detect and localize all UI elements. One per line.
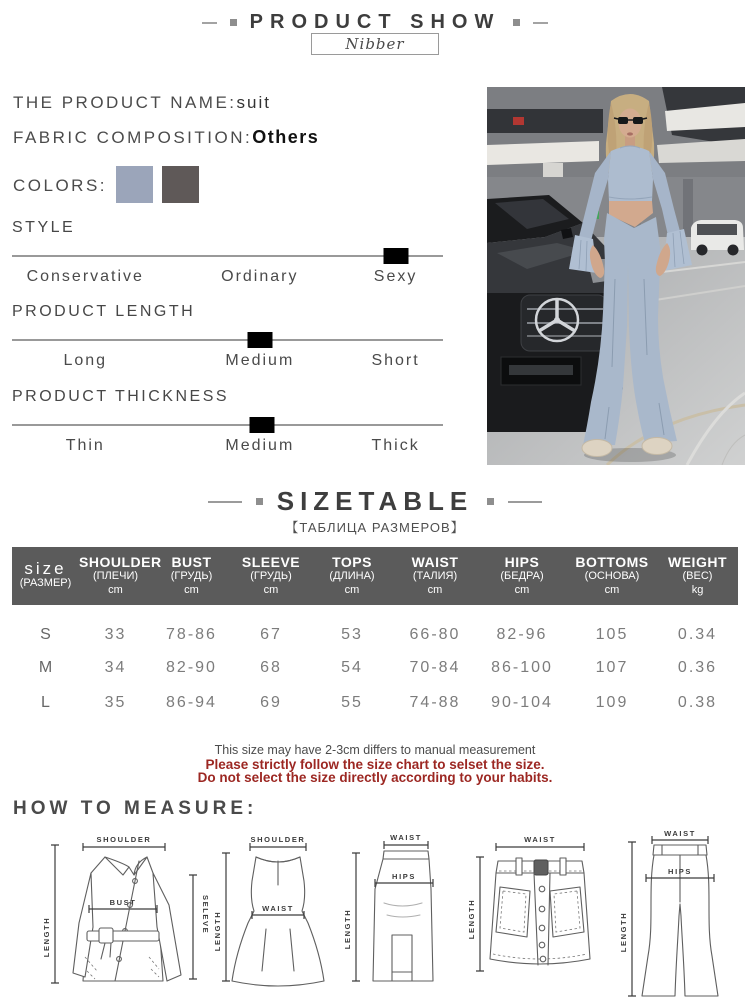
figure-label: LENGTH <box>343 908 352 950</box>
figure-label: SELEVE <box>201 895 210 935</box>
measurement-note: This size may have 2-3cm differs to manual measurement <box>214 743 536 757</box>
decor-dash <box>508 501 542 503</box>
scale-label: Conservative <box>26 268 144 285</box>
size-chart-warning-1: Please strictly follow the size chart to selset the size. <box>205 757 545 772</box>
scale-label: Medium <box>225 437 295 454</box>
figure-label: WAIST <box>390 833 422 842</box>
left-shoe <box>582 440 612 457</box>
dark-duct <box>487 109 603 133</box>
scale-label: Long <box>63 352 108 369</box>
figure-label: WAIST <box>262 904 294 913</box>
figure-label: HIPS <box>668 867 692 876</box>
scale-title: PRODUCT THICKNESS <box>12 388 230 405</box>
scale-thickness <box>12 388 443 455</box>
red-sign <box>513 117 524 125</box>
col-header-hips: HIPS (БЕДРА) cm <box>500 554 544 596</box>
measure-figure-pants <box>618 828 740 1000</box>
decor-square <box>487 498 494 505</box>
scale-label: Thin <box>65 437 105 454</box>
scale-title: STYLE <box>12 219 76 236</box>
decor-dash <box>533 22 548 24</box>
scale-style <box>12 219 443 286</box>
white-pipe <box>487 141 599 165</box>
size-table-head <box>12 547 738 605</box>
col-header-sleeve: SLEEVE (ГРУДЬ) cm <box>241 554 301 596</box>
decor-dash <box>202 22 217 24</box>
fabric-line <box>13 127 319 148</box>
figure-label: BUST <box>109 898 137 907</box>
fabric-label: FABRIC COMPOSITION: <box>13 128 253 147</box>
scale-line <box>12 339 443 341</box>
col-header-weight: WEIGHT (ВЕС) kg <box>668 554 727 596</box>
scale-label: Thick <box>371 437 420 454</box>
table-row-l: L 35 86-94 69 55 74-88 90-104 109 0.38 <box>41 693 718 711</box>
scale-title: PRODUCT LENGTH <box>12 303 196 320</box>
figure-label: WAIST <box>664 829 696 838</box>
decor-square <box>513 19 520 26</box>
decor-square <box>256 498 263 505</box>
figure-label: WAIST <box>524 835 556 844</box>
product-name-value: suit <box>236 93 272 112</box>
color-swatch-blue <box>116 166 153 203</box>
col-header-waist: WAIST (ТАЛИЯ) cm <box>411 554 459 596</box>
measure-figure-dress <box>212 831 340 999</box>
figure-label: LENGTH <box>42 916 51 958</box>
product-name-line <box>13 93 271 113</box>
measure-figure-long-skirt <box>342 831 464 999</box>
figure-label: LENGTH <box>467 898 476 940</box>
figure-label: LENGTH <box>619 911 628 953</box>
model-photo <box>487 87 745 465</box>
col-header-bottoms: BOTTOMS (ОСНОВА) cm <box>575 554 649 596</box>
scale-marker <box>247 332 272 348</box>
size-table-body <box>12 618 738 719</box>
col-header-shoulder: SHOULDER (ПЛЕЧИ) cm <box>79 554 162 596</box>
col-header-bust: BUST (ГРУДЬ) cm <box>170 554 213 596</box>
scale-label: Short <box>371 352 420 369</box>
size-table <box>12 547 738 719</box>
color-swatch-gray <box>162 166 199 203</box>
scale-marker <box>249 417 274 433</box>
measure-figure-jacket <box>33 831 211 999</box>
brand-name: Nibber <box>345 35 405 53</box>
scale-label: Medium <box>225 352 295 369</box>
page-header <box>0 11 750 34</box>
table-row-m: M 34 82-90 68 54 70-84 86-100 107 0.36 <box>38 658 718 676</box>
decor-dash <box>208 501 242 503</box>
measure-figure-short-skirt <box>466 831 608 999</box>
sizetable-title: SIZETABLE <box>276 486 474 516</box>
right-shoe <box>642 438 672 455</box>
colors-row <box>13 166 199 203</box>
size-chart-warning-2: Do not select the size directly according to your habits. <box>197 770 553 785</box>
figure-label: SHOULDER <box>250 835 306 844</box>
figure-label: HIPS <box>392 872 416 881</box>
side-mirror <box>561 228 573 239</box>
col-header-size: size (РАЗМЕР) <box>19 559 72 589</box>
scale-line <box>12 424 443 426</box>
brand-box <box>311 33 439 55</box>
page-title: PRODUCT SHOW <box>249 11 501 33</box>
how-to-measure-title: HOW TO MEASURE: <box>13 798 258 819</box>
scale-line <box>12 255 443 257</box>
scale-length <box>12 303 443 370</box>
table-row-s: S 33 78-86 67 53 66-80 82-96 105 0.34 <box>40 625 718 643</box>
figure-label: SHOULDER <box>96 835 152 844</box>
scale-marker <box>383 248 408 264</box>
product-name-label: THE PRODUCT NAME: <box>13 93 237 112</box>
sizetable-header <box>0 486 750 517</box>
decor-square <box>230 19 237 26</box>
figure-label: LENGTH <box>213 910 222 952</box>
col-header-tops: TOPS (ДЛИНА) cm <box>329 554 375 596</box>
scale-label: Sexy <box>373 268 418 285</box>
colors-label: COLORS: <box>13 176 108 195</box>
model-photo-scene <box>487 87 745 465</box>
fabric-value: Others <box>252 127 320 147</box>
crop-top <box>608 147 653 202</box>
scale-label: Ordinary <box>221 268 299 285</box>
sizetable-subtitle: 【ТАБЛИЦА РАЗМЕРОВ】 <box>285 520 465 535</box>
